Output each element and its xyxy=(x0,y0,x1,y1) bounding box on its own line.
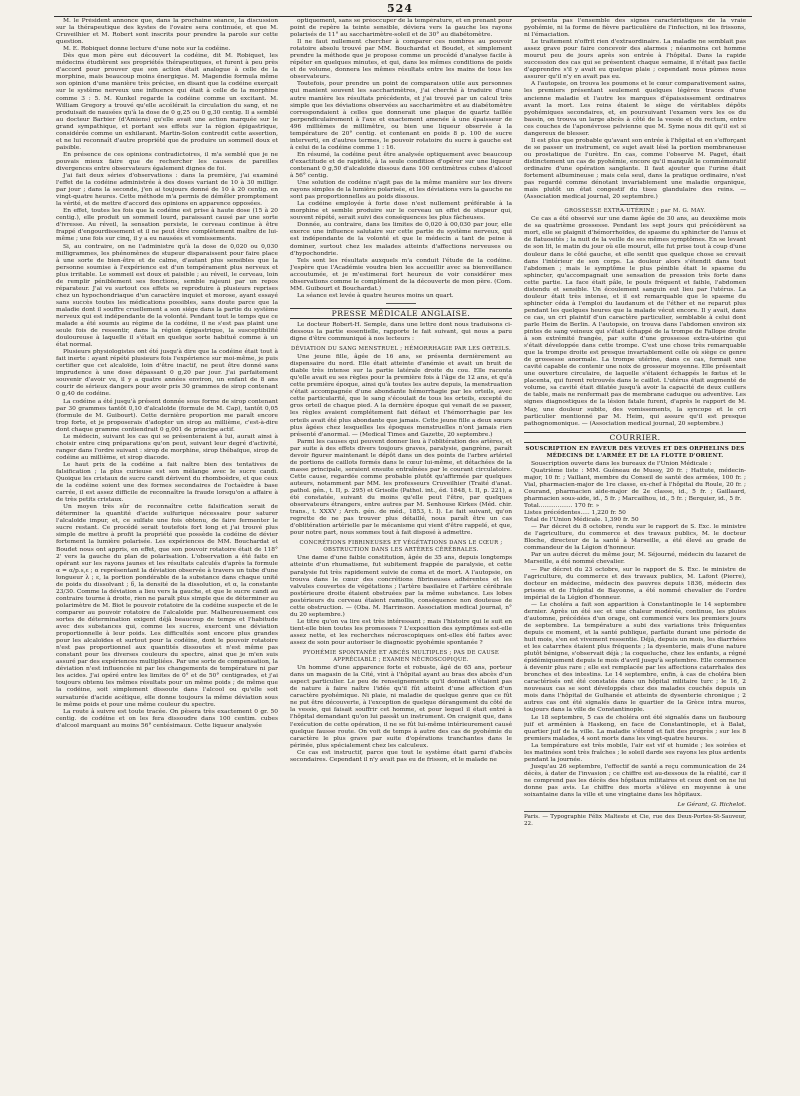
column-3-paragraphs-4 xyxy=(524,524,746,799)
subhead-grossesse: GROSSESSE EXTRA-UTÉRINE ; par M. G. MAY. xyxy=(564,208,706,215)
paragraph: En présence de ces opinions contradictoires, il m'a semblé que je ne pouvais mieux faire que de rechercher les causes de pareilles divergences entre observateurs également dignes de foi. xyxy=(56,151,278,172)
header-rule xyxy=(54,16,752,17)
paragraph: Le traitement n'offrit rien d'extraordinaire. La maladie ne semblait pas assez grave pour faire concevoir des alarmes ; néanmoins cet homme mourut peu de jours après son entrée à l'hôpital. Dans la rapide succession des cas qui se présentent chaque semaine, il n'était pas facile d'apprendre s'il y avait eu quelque plaie ; cependant nous pûmes nous assurer qu'il n'y en avait pas eu. xyxy=(524,39,746,81)
column-3 xyxy=(524,18,746,1088)
paragraph: En résumé, la codéine peut être analysée optiquement avec beaucoup d'exactitude et de rapidité, à la seule condition d'opérer sur une liqueur contenant 0 g,50 d'alcaloïde dissous dans 100 centimètres cubes d'alcool à 56° centig. xyxy=(290,151,512,180)
paragraph: Une jeune fille, âgée de 16 ans, se présenta dernièrement au dispensaire du nord. Elle était atteinte d'anémie et avait un bruit de diable très intense sur la partie latérale droite du cou. Elle raconta qu'elle avait eu ses règles pour la première fois à l'âge de 12 ans, et qu'à cette première époque, ainsi qu'à toutes les autre depuis, la menstruation s'était accompagnée d'une abondante hémorrhagie par les orteils, avec cette particularité, que le sang s'écoulait de tous les orteils, excepté du gros orteil de chaque pied. A la dernière époque qui venait de se passer, les règles avaient complétement fait défaut et l'hémorrhagie par les orteils avait été plus abondante que jamais. Cette jeune fille a deux sœurs plus âgées chez lesquelles les époques menstruelles n'ont jamais rien présenté d'anormal. — (Medical Times and Gazette, 20 septembre.) xyxy=(290,354,512,438)
column-2-paragraphs-2 xyxy=(290,354,512,537)
subhead-souscription: SOUSCRIPTION EN FAVEUR DES VEUVES ET DES ORPHELINS DES MÉDECINS DE L'ARMÉE ET DE LA FLOTTE D'ORIENT. xyxy=(525,445,745,459)
paragraph: Le médecin, suivant les cas qui se présenteraient à lui, aurait ainsi à choisir entre cinq préparations qu'on peut, suivant leur degré d'activité, ranger dans l'ordre suivant : sirop de morphine, sirop thébaïque, sirop de codéine au millième, et sirop diacode. xyxy=(56,433,278,461)
paragraph: La route à suivre est toute tracée. On pèsera très exactement 0 gr. 50 centig. de codéine et on les fera dissoudre dans 100 centim. cubes d'alcool marquant au moins 56° centésimaux. Cette liqueur analysée xyxy=(56,708,278,729)
paragraph: Il ne faut nullement chercher à comparer ces nombres au pouvoir rotatoire absolu trouvé par MM. Bouchardat et Boudet, et simplement prendre la méthode que je propose comme un procédé d'analyse facile à répéter en quelques minutes, et qui, dans les mêmes conditions de poids et de volume, donnera les mêmes résultats entre les mains de tous les observateurs. xyxy=(290,39,512,81)
paragraph: Un moyen très sûr de reconnaître cette falsification serait de déterminer la quantité d'acide sulfurique nécessaire pour saturer l'alcaloïde impur, et, ce sulfate une fois obtenu, de faire fermenter le sucre restant. Ce procédé serait toutefois fort long et j'ai trouvé plus simple de mettre à profit la propriété que possède la codéine de dévier fortement la lumière polarisée. Les expériences de MM. Bouchardat et Boudet nous ont appris, en effet, que son pouvoir rotatoire était de 118° 2' vers la gauche du plan de polarisation. L'observation a été faite en opérant sur les rayons jaunes et les résultats calculés d'après la formule α = α/p.s,ε ; α représentant la déviation observée à travers un tube d'une longueur λ ; ε, la portion pondérable de la substance dans chaque unité de poids du dissolvant ; δ, la densité de la dissolution, et α, la constante 23/30. Comme la déviation a lieu vers la gauche, et que le sucre candi au contraire tourne à droite, rien ne paraît plus simple que de déterminer au polarimètre de M. Biot le pouvoir rotatoire de la codéine suspecte et de le comparer au pouvoir rotatoire de l'alcaloïde pur. Malheureusement ces sortes de détermination exigent déjà beaucoup de temps et l'habitude avec des substances qui, comme les sucres, exercent une déviation proportionnelle à leur poids. Les difficultés sont encore plus grandes pour les alcaloïdes et surtout pour la codéine, dont le pouvoir rotatoire n'est pas proportionnel aux quantités dissoutes et n'est même pas constant pour les diverses couleurs du spectre, ainsi que je m'en suis assuré par des expériences multipliées. Par une sorte de compensation, la déviation n'est influencée ni par les changements de température ni par les acides. J'ai opéré entre les limites de 0° et de 50° centigrades, et j'ai toujours obtenu les mêmes résultats pour un même poids ; de même que la codéine, soit simplement dissoute dans l'alcool ou qu'elle soit sursaturée d'acide acétique, elle donne toujours la même déviation sous le même poids et pour une même couleur du spectre. xyxy=(56,504,278,708)
paragraph: Total de l'Union Médicale. 1,390 fr. 50 xyxy=(524,517,639,524)
page-number: 524 xyxy=(387,2,413,15)
subhead-pyohemie: PYOHÉMIE SPONTANÉE ET ABCÈS MULTIPLES ; PAS DE CAUSE APPRÉCIABLE ; EXAMEN NÉCROSCOPIQUE. xyxy=(302,650,500,664)
paragraph: Une dame d'une faible constitution, âgée de 35 ans, depuis longtemps atteinte d'un rhumatisme, fut subitement frappée de paralysie, et cette paralysie fut très rapidement suivie de coma et de mort. A l'autopsie, on trouva dans le cœur des concrétions fibrineuses adhérentes et les valvules couvertes de végétations ; l'artère basilaire et l'artère cérébrale postérieure droite étaient obstruées par la même substance. Les lobes postérieurs du cerveau étaient ramollis, conséquence non douteuse de cette obstruction. — (Oba. M. Harrinson. Association medical journal, n° du 20 septembre.) xyxy=(290,555,512,618)
intro-paragraph: Le docteur Robert-H. Semple, dans une lettre dont nous traduisons ci-dessous la partie essentielle, rapporte le fait suivant, qui nous a paru digne d'être communiqué à nos lecteurs : xyxy=(290,321,512,343)
paragraph: Tels sont les résultats auxquels m'a conduit l'étude de la codéine. J'espère que l'Académie voudra bien les accueillir avec sa bienveillance accoutumée, et je m'estimerai fort heureux de voir considérer mes observations comme le complément de la découverte de mon père. (Com. MM. Guibourt et Bouchardat.) xyxy=(290,257,512,292)
separator-rule xyxy=(620,204,650,205)
paragraph: — Par décret du 23 octobre, sur le rapport de S. Exc. le ministre de l'agriculture, du commerce et des travaux publics, M. Lafont (Pierre), docteur en médecine, médecin des pauvres depuis 1836, médecin des prisons et de l'hôpital de Bayonne, a été nommé chevalier de l'ordre impérial de la Légion d'honneur. xyxy=(524,566,746,601)
paragraph: — Par décret du 8 octobre, rendu sur le rapport de S. Exc. le ministre de l'agriculture, du commerce et des travaux publics, M. le docteur Bloche, directeur de la santé à Marseille, a été élevé au grade de commandeur de la Légion d'honneur. xyxy=(524,524,746,552)
paragraph: M. le Président annonce que, dans la prochaine séance, la discussion sur la thérapeutique des kystes de l'ovaire sera continuée, et que M. Cruveilhier et M. Robert sont inscrits pour prendre la parole sur cette question. xyxy=(56,18,278,46)
paragraph: Le 18 septembre, 5 cas de choléra ont été signalés dans un faubourg juif et arménien à Haskeng, en face de Constantinople, et à Balat, quartier juif de la ville. La maladie s'étend et fait des progrès ; sur les 8 premiers malades, 4 sont morts dans les vingt-quatre heures. xyxy=(524,714,746,742)
column-2-paragraphs xyxy=(290,18,512,300)
paragraph: Donnée, au contraire, dans les limites de 0,020 à 00,030 par jour, elle exerce une influence salutaire sur cette partie du système nerveux, qui est indépendante de la volonté et que le médecin a tant de peine à dominer, surtout chez les malades atteints d'affections nerveuses ou d'hypochondrie. xyxy=(290,222,512,257)
paragraph: Dès que mon père eut découvert la codéine, dit M. Robiquet, les médecins étudièrent ses propriétés thérapeutiques, et furent à peu près d'accord pour prouver que son action était analogue à celle de la morphine, mais beaucoup moins énergique. M. Magendie formula même son opinion d'une manière très précise, en disant que la codéine exerçait sur le système nerveux une influence qui était à celle de la morphine comme 3 : 5. M. Kunkel regarde la codéine comme un excitant. M. William Gregory a trouvé qu'elle accélérait la circulation du sang, et ne produisait de nausées qu'à la dose de 0 g,25 ou 0 g,30 centig. Il a semblé au docteur Barbier (d'Amiens) qu'elle avait une action marquée sur le grand sympathique, et portant ses effets sur la région épigastrique, considérée comme un exhilarant. Martin-Solon contredit cette assertion, et ne lui reconnaît d'autre propriété que de produire un sommeil doux et paisible. xyxy=(56,53,278,151)
paragraph: En effet, toutes les fois que la codéine est prise à haute dose (15 à 20 centig.), elle produit un sommeil lourd, paraissant causé par une sorte d'ivresse. Au réveil, la sensation persiste, le cerveau continue à être frappé d'engourdissement et il ne peut être complètement maître de lui-même ; une fois sur cinq, il y a eu nausées et vomissements. xyxy=(56,208,278,243)
paragraph: Souscription ouverte dans les bureaux de l'Union Médicale : xyxy=(531,460,712,467)
column-2-paragraphs-4 xyxy=(290,665,512,764)
paragraph: La température est très mobile, l'air est vif et humide ; les soirées et les matinées sont très fraîches ; le soleil darde ses rayons les plus ardents pendant la journée. xyxy=(524,742,746,763)
paragraph: La codéine employée à forte dose n'est nullement préférable à la morphine et semble produire sur le cerveau un effet de stupeur qui, souvent répété, serait suivi des conséquences les plus fâcheuses. xyxy=(290,201,512,222)
signature: Le Gérant, G. Richelot. xyxy=(677,802,746,809)
separator-rule xyxy=(386,303,416,304)
paragraph: — Le choléra a fait son apparition à Constantinople le 14 septembre dernier. Après un été sec et une chaleur modérée, continue, les pluies d'automne, précédées d'un orage, ont commencé vers les premiers jours de septembre. La température a subi des variations très fréquentes depuis ce moment, et la santé publique, parfaite durant une période de huit mois, s'en est vivement ressentie. Déjà, depuis un mois, les diarrhées et les catarrhes étaient plus fréquents ; la dysenterie, mais d'une nature plutôt bénigne, s'observait déjà ; la coqueluche, chez les enfants, a régné épidémiquement depuis le mois d'avril jusqu'à septembre. Elle commence à devenir plus rare ; elle est remplacée par les affections catarrhales des bronches et des intestins. Le 14 septembre, enfin, à cas de choléra bien caractérisés ont été constatés dans un hôpital militaire turc ; le 16, 2 nouveaux cas se sont développés chez des malades couchés depuis un mois dans l'hôpital de Gulhanée et atteints de dysenterie chronique ; 2 autres cas ont été signalés dans le quartier de la Grèce intra muros, toujours dans la ville de Constantinople. xyxy=(524,601,746,714)
totals-block xyxy=(524,503,746,524)
section-title-courrier: COURRIER. xyxy=(524,432,746,443)
paragraph: La séance est levée à quatre heures moins un quart. xyxy=(297,292,454,299)
section-title-presse: PRESSE MÉDICALE ANGLAISE. xyxy=(290,308,512,319)
paragraph: Toutefois, pour prendre un point de comparaison utile aux personnes qui manient souvent les saccharimètres, j'ai cherché à traduire d'une autre manière les résultats précédents, et j'ai trouvé par un calcul très simple que les déviations observées au saccharimètre et au diabétomètre correspondaient à celles que donnerait une plaque de quartz taillée perpendiculairement à l'axe et exactement amenée à une épaisseur de 496 millièmes de millimètre, ou bien une liqueur observée à la température de 20° centig. et contenant en poids 8 p. 100 de sucre interverti, en d'autres termes, le pouvoir rotatoire du sucre à gauche est à celui de la codéine comme 1 : 16. xyxy=(290,81,512,151)
paragraph: Par un autre décret du même jour, M. Séjourné, médecin du lazaret de Marseille, a été nommé chevalier. xyxy=(524,552,746,566)
subhead-concretions: CONCRÉTIONS FIBRINEUSES ET VÉGÉTATIONS DANS LE CŒUR ; OBSTRUCTION DANS LES ARTÈRES CÉRÉBRALES. xyxy=(299,540,503,554)
paragraph: Parmi les causes qui peuvent donner lieu à l'oblitération des artères, et par suite à des effets divers toujours graves, paralysie, gangrène, paraît devoir figurer maintenant le dépôt dans un des points de l'arbre artériel de portions de caillots formés dans le cœur lui-même, et détachées de la masse principale, seraient ensuite entraînées par le courant circulatoire. Cette cause, regardée comme probable plutôt qu'affirmée par quelques auteurs, notamment par MM. les professeurs Cruveilhier (Traité d'anat. pathol. gén., t. II, p. 295) et Grisolle (Pathol. int., éd. 1848, t. II, p. 221), a été constatée, suivant du moins qu'elle peut l'être, par quelques observateurs étrangers, entre autres par M. Senhouse Kirkes (Méd. chir. trans., t. XXXV ; Arch. gén. de méd., 1853, t. I). Le fait suivant, qu'on regrette de ne pas trouver plus détaillé, nous paraît être un cas d'oblitération artérielle par le mécanisme qui vient d'être rappelé, et que, pour notre part, nous sommes tout à fait disposé à admettre. xyxy=(290,438,512,537)
column-2-paragraphs-3 xyxy=(290,555,512,647)
paragraph: Un homme d'une apparence forte et robuste, âgé de 65 ans, porteur dans un magasin de la Cité, vint à l'hôpital ayant au bras des abcès d'un aspect particulier. Le peu de renseignements qu'il donnait n'étaient pas de nature à faire naître l'idée qu'il fût atteint d'une affection d'un caractère pyohémique. Ni plaie, ni maladie de quelque genre que ce fût ne put être découverte, à l'exception de quelque dérangement du côté de la vessie, qui faisait souffrir cet homme, et pour lequel il était entré à l'hôpital demandant qu'on lui passât un instrument. On craignit que, dans l'exécution de cette opération, il ne se fût lui-même intérieurement causé quelque fausse route. On voit de temps à autre des cas de pyohémie du caractère le plus grave par suite d'opérations tranchantes dans le périnée, plus spécialement chez les calculeux. xyxy=(290,665,512,749)
paragraph: Quatrième liste : MM. Guéneau de Mussy, 20 fr. ; Hattute, médecin-major, 10 fr. ; Vaillant, membre du Conseil de santé des armées, 100 fr. ; Vial, pharmacien-major de 1re classe, ex-chef à l'hôpital du Roule, 20 fr. ; Courand, pharmacien aide-major de 2e classe, id., 5 fr. ; Gaillaard, pharmacien sous-aide, id., 5 fr. ; Marcailhou, id., 5 fr. ; Berquier, id., 5 fr. xyxy=(524,467,746,503)
column-3-paragraphs xyxy=(524,18,746,201)
column-1-paragraphs xyxy=(56,18,278,730)
paragraph: Total.................. 170 fr. » xyxy=(524,503,600,510)
paragraph: Ce cas a été observé sur une dame âgée de 30 ans, au deuxième mois de sa quatrième grossesse. Pendant les sept jours qui précédèrent sa mort, elle se plaignit d'hémorrhoïdes, de spasme du sphincter de l'anus et de flatuosités ; la nuit de la veille de ses mêmes symptômes. En se levant de son lit, le matin du jour où elle mourut, elle fut prise tout à coup d'une douleur dans le côté gauche, et elle sentit que quelque chose se crevait dans l'intérieur de son corps. La douleur alors s'étendit dans tout l'abdomen ; mais le symptôme le plus pénible était le spasme du sphincter, qu'accompagnait une sensation de pression très forte dans cette partie. La face était pâle, le pouls fréquent et faible, l'abdomen distendu et sensible. Un écoulement sanguin eut lieu par l'utérus. La douleur était très intense, et il est remarquable que le spasme du sphincter céda à l'emploi du laudanum et de l'éther et ne reparut plus pendant les quelques heures que la malade vécut encore. Il y avait, dans ce cas, un cri plaintif d'un caractère particulier, semblable à celui dont parle Heim de Berlin. A l'autopsie, on trouva dans l'abdomen environ six pintes de sang veineux qui s'était échappé de la trompe de Fallope droite à son extrémité frangée, par suite d'une grossesse extra-utérine qui s'était développée dans cette trompe. C'est une chose très remarquable que la trompe droite est presque invariablement celle où siège ce genre de grossesse anormale. La trompe utérine, dans ce cas, formait une cavité capable de contenir une noix de grosseur moyenne. Elle présentait une ouverture circulaire, de laquelle s'étaient échappés le fœtus et le placenta, qui furent retrouvés dans le caillot. L'utérus était augmenté de volume, sa cavité était dilatée jusqu'à avoir la capacité de deux cuillers de table, mais ne renfermait pas de membrane caduque ou adventive. Les signes diagnostiques de la lésion fatale furent, d'après le rapport de M. May, une douleur subite, des vomissements, la syncope et le cri particulier mentionné par M. Heim, qui assure qu'il est presque pathognomonique. — (Association medical journal, 20 septembre.) xyxy=(524,216,746,427)
paragraph: optiquement, sans se préoccuper de la température, et en prenant pour point de repère la teinte sensible, déviera vers la gauche les rayons polarisés de 11° au saccharimètre-soleil et de 30° au diabétomètre. xyxy=(290,18,512,39)
paragraph: M. E. Robiquet donne lecture d'une note sur la codéine. xyxy=(63,46,231,53)
paragraph: Plusieurs physiologistes ont été jusqu'à dire que la codéine était tout à fait inerte : ayant répété plusieurs fois l'expérience sur moi-même, je puis certifier que cet alcaloïde, loin d'être inactif, ne peut être donné sans imprudence à une dose dépassant 0 g,20 par jour. J'ai parfaitement souvenir d'avoir vu, il y a quatre années environ, un enfant de 8 ans courir de sérieux dangers pour avoir pris 30 grammes de sirop contenant 0 g,40 de codéine. xyxy=(56,349,278,398)
paragraph: Ce cas est instructif, parce que tout le système était garni d'abcès secondaires. Cependant il n'y avait pas eu de frisson, et le malade ne xyxy=(290,749,512,763)
column-3-paragraphs-3 xyxy=(524,461,746,503)
paragraph: Une solution de codéine n'agit pas de la même manière sur les divers rayons simples de la lumière polarisée, et les déviations vers la gauche ne sont pas proportionnelles au poids dissous. xyxy=(290,180,512,201)
paragraph: Le titre qu'on va lire est très intéressant ; mais l'histoire qui le suit en tient-elle bien toutes les promesses ? L'exposition des symptômes est-elle assez nette, et les recherches nécroscopiques ont-elles été faites avec assez de soin pour autoriser le diagnostic pyohémie spontanée ? xyxy=(290,618,512,646)
paragraph: Listes précédentes..... 1,220 fr. 50 xyxy=(524,510,626,517)
paragraph: présenta pas l'ensemble des signes caractéristiques de la vraie pyohémie, ni la forme de fièvre particulière de l'infection, ni les frissons, ni l'émaciation. xyxy=(524,18,746,39)
imprint: Paris. — Typographie Félix Malteste et Cie, rue des Deux-Portes-St-Sauveur, 22. xyxy=(524,811,746,828)
column-2 xyxy=(290,18,512,1088)
paragraph: Le haut prix de la codéine a fait naître bien des tentatives de falsification ; la plus curieuse est son mélange avec le sucre candi. Quoique les cristaux de sucre candi dérivent du rhomboèdre, et que ceux de la codéine soient une des formes secondaires de l'octaèdre à base carrée, il est assez difficile de reconnaître la fraude lorsqu'on a affaire à de très petits cristaux. xyxy=(56,461,278,504)
paragraph: Il est plus que probable qu'avant son entrée à l'hôpital et en s'efforçant de se passer un instrument, ce sujet avait lésé la portion membraneuse ou prostatique de l'urètre. En cas, comme l'observe M. Paget, était distinctement un cas de pyohémie, encore qu'il manquât le commémoratif ordinaire d'une opération sanglante. Il faut ajouter que l'urine était fortement albumineuse ; mais cela seul, dans la pratique ordinaire, n'est pas regardé comme dénotant invariablement une maladie organique, mais plutôt un état congestif du tissu glandulaire des reins. — (Association medical journal, 20 septembre.) xyxy=(524,137,746,201)
paragraph: J'ai fait deux séries d'observations : dans la première, j'ai examiné l'effet de la codéine administrée à des doses variant de 10 à 30 milligr. par jour ; dans la seconde, j'en ai toujours donné de 10 à 20 centig. en vingt-quatre heures. Cette méthode m'a permis de démêler promptement la vérité, et de mettre d'accord des opinions en apparence opposées. xyxy=(56,173,278,208)
subhead-deviation: DÉVIATION DU SANG MENSTRUEL ; HÉMORRHAGIE PAR LES ORTEILS. xyxy=(291,346,511,353)
column-1 xyxy=(56,18,278,1088)
paragraph: La codéine a été jusqu'à présent donnée sous forme de sirop contenant par 30 grammes tantôt 0,10 d'alcaloïde (formule de M. Cap), tantôt 0,05 (formule de M. Guibourt). Cette dernière proportion me paraît encore trop forte, et je proposerais d'adopter un sirop au millième, c'est-à-dire dont chaque gramme contiendrait 0 g,001 de principe actif. xyxy=(56,398,278,433)
paragraph: Jusqu'au 26 septembre, l'effectif de santé a reçu communication de 24 décès, à dater de l'invasion ; ce chiffre est au-dessous de la réalité, car il ne comprend pas les décès des hôpitaux militaires et ceux dont on ne lui donne pas avis. Le chiffre des morts s'élève en moyenne à une soixantaine dans la ville et une vingtaine dans les hôpitaux. xyxy=(524,763,746,799)
paragraph: Si, au contraire, on ne l'administre qu'à la dose de 0,020 ou 0,030 milligrammes, les phénomènes de stupeur disparaissent pour faire place à une sorte de bien-être et de calme, d'autant plus sensibles que la personne soumise à l'expérience est d'un tempérament plus nerveux et plus irritable. Le sommeil est doux et paisible ; au réveil, le cerveau, loin de remplir péniblement ses fonctions, semble rajeuni par un repos réparateur. J'ai vu surtout ces effets se reproduire à plusieurs reprises chez un hypochondriaque d'un caractère inquiet et morose, ayant essayé sans succès toutes les médications possibles, sans doute parce que la maladie dont il souffre cruellement a son siége dans la partie du système nerveux qui est indépendante de la volonté. Pendant tout le temps que ce malade a été soumis au régime de la codéine, il ne s'est pas plaint une seule fois de ressentir, dans la région épigastrique, la susceptibilité douloureuse à laquelle il s'était en quelque sorte habitué comme à un état normal. xyxy=(56,243,278,349)
paragraph: A l'autopsie, on trouva les poumons et le cœur comparativement sains, les premiers présentant seulement quelques légères traces d'une ancienne maladie et l'autre les marques d'épaississement ordinaires avant la mort. Les reins étaient le siège de véritables dépôts pyohémiques secondaires, et, en poursuivant l'examen vers les os du bassin, on trouva un large abcès à côté de la vessie et du rectum, entre ces couches de l'aponévrose pelvienne que M. Syme nous dit qu'il est si dangereux de blesser. xyxy=(524,81,746,137)
column-3-paragraphs-2 xyxy=(524,216,746,427)
